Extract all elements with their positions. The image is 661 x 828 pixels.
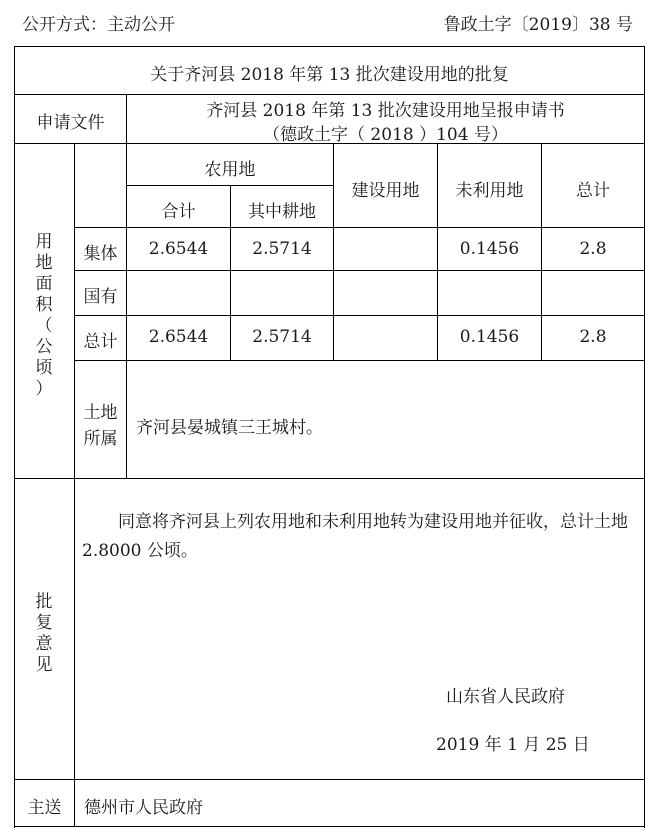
cell-collective-total: 2.8: [579, 239, 607, 259]
cell-collective-unused: 0.1456: [459, 239, 520, 259]
cell-collective-subtotal: 2.6544: [148, 239, 209, 259]
application-label: 申请文件: [36, 113, 105, 133]
send-to-value: 德州市人民政府: [84, 798, 203, 818]
cell-total-arable: 2.5714: [252, 327, 312, 347]
row-label-total: 总计: [83, 332, 118, 352]
disclosure-method: 公开方式：主动公开: [22, 15, 175, 35]
ownership-label-line1: 土地: [83, 403, 118, 423]
header-construction: 建设用地: [351, 181, 420, 201]
ownership-value: 齐河县晏城镇三王城村。: [136, 418, 323, 438]
row-label-state-owned: 国有: [83, 287, 118, 307]
land-area-label: 用 地 面 积 （ 公 顷 ）: [35, 232, 53, 399]
header-farmland: 农用地: [204, 160, 256, 180]
application-title: 齐河县 2018 年第 13 批次建设用地呈报申请书: [206, 101, 565, 121]
header-total: 总计: [576, 181, 610, 201]
ownership-label-line2: 所属: [83, 429, 118, 449]
approval-signer: 山东省人民政府: [446, 687, 565, 707]
approval-opinion-label: 批 复 意 见: [35, 592, 53, 675]
row-label-collective: 集体: [83, 244, 118, 264]
cell-total-subtotal: 2.6544: [148, 327, 209, 347]
header-arable: 其中耕地: [248, 202, 316, 222]
send-to-label: 主送: [27, 798, 62, 818]
cell-total-total: 2.8: [579, 327, 607, 347]
header-subtotal: 合计: [161, 202, 196, 222]
document-number: 鲁政土字〔2019〕38 号: [443, 15, 633, 35]
approval-text: 同意将齐河县上列农用地和未利用地转为建设用地并征收，总计土地 2.8000 公顷。: [82, 512, 628, 561]
approval-date: 2019 年 1 月 25 日: [436, 735, 590, 755]
cell-collective-arable: 2.5714: [252, 239, 312, 259]
header-unused: 未利用地: [455, 181, 524, 201]
document-title: 关于齐河县 2018 年第 13 批次建设用地的批复: [150, 65, 509, 85]
application-reference: （德政土字（ 2018 ）104 号）: [263, 125, 508, 145]
cell-total-unused: 0.1456: [459, 327, 520, 347]
